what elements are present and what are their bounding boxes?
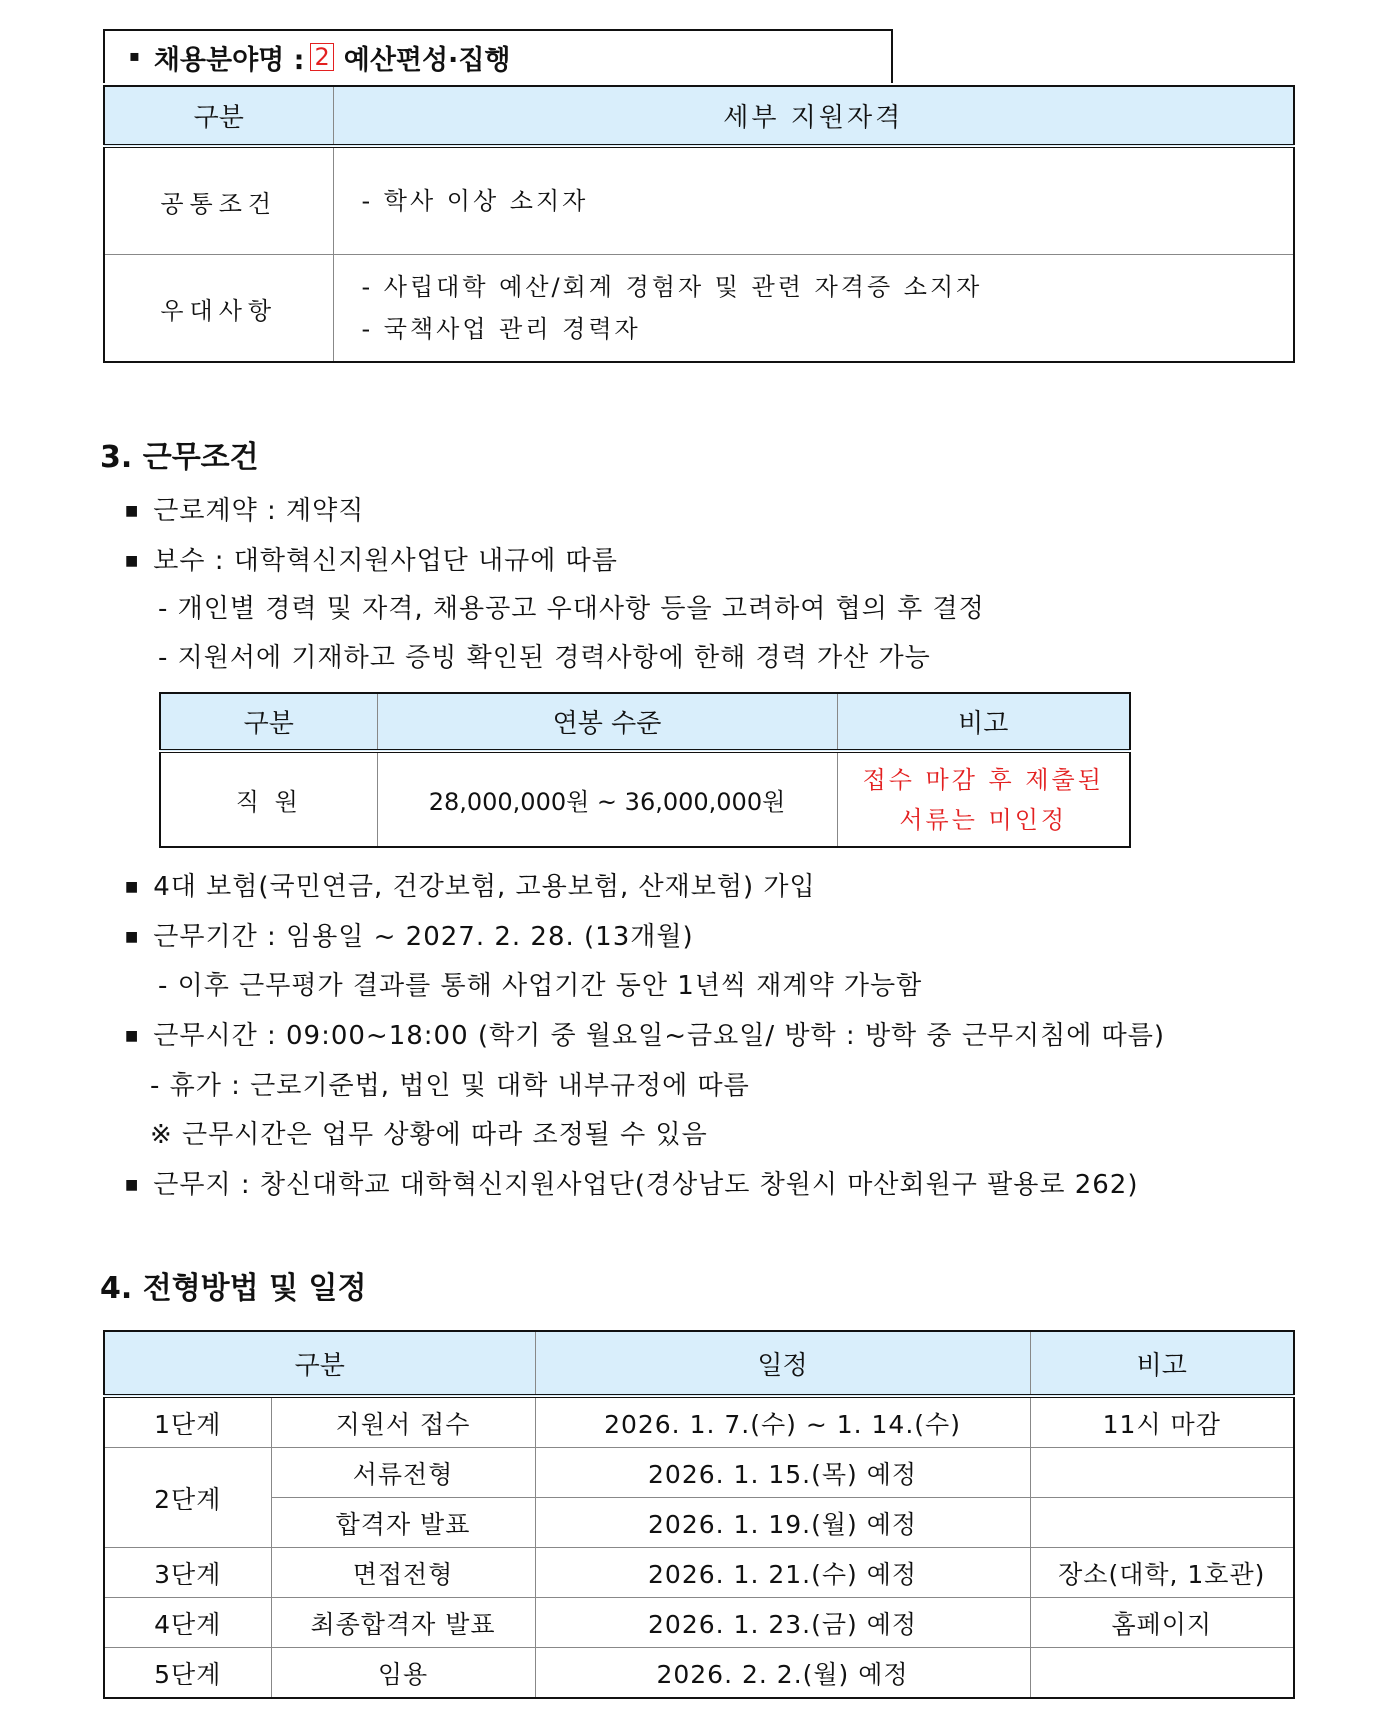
qualification-table bbox=[103, 85, 1295, 363]
note-line: 접수 마감 후 제출된 bbox=[862, 765, 1104, 794]
table-row bbox=[160, 751, 1130, 847]
bullet: ▪ bbox=[129, 45, 140, 65]
section-heading: 3. 근무조건 bbox=[100, 440, 259, 475]
field-number-badge: 2 bbox=[310, 43, 333, 71]
note-line: 서류는 미인정 bbox=[899, 805, 1068, 834]
field-label: 채용분야명 : bbox=[153, 44, 305, 76]
stage-note: 홈페이지 bbox=[1030, 1598, 1294, 1648]
stage-date: 2026. 1. 7.(수) ~ 1. 14.(수) bbox=[535, 1396, 1030, 1448]
header-category: 구분 bbox=[104, 1331, 535, 1396]
header-category: 구분 bbox=[160, 693, 377, 751]
header-salary: 연봉 수준 bbox=[377, 693, 837, 751]
table-row bbox=[104, 255, 1294, 363]
pay-detail: - 지원서에 기재하고 증빙 확인된 경력사항에 한해 경력 가산 가능 bbox=[158, 643, 931, 673]
list-item: ■ 보수 : 대학혁신지원사업단 내규에 따름 bbox=[125, 546, 618, 576]
stage-date: 2026. 1. 15.(목) 예정 bbox=[535, 1448, 1030, 1498]
table-header-row bbox=[104, 1331, 1294, 1396]
field-name: 예산편성·집행 bbox=[343, 44, 511, 76]
list-item: ■ 근무시간 : 09:00~18:00 (학기 중 월요일~금요일/ 방학 : 방학 중 근무지침에 따름) bbox=[125, 1021, 1166, 1051]
hours-text: 근무시간 : 09:00~18:00 (학기 중 월요일~금요일/ 방학 : 방학 중 근무지침에 따름) bbox=[153, 1021, 1166, 1051]
stage-item: 서류전형 bbox=[271, 1448, 535, 1498]
stage-label: 5단계 bbox=[104, 1648, 271, 1699]
stage-item: 지원서 접수 bbox=[271, 1396, 535, 1448]
table-row bbox=[104, 1448, 1294, 1498]
salary-note bbox=[837, 751, 1130, 847]
pay-detail: - 개인별 경력 및 자격, 채용공고 우대사항 등을 고려하여 협의 후 결정 bbox=[158, 594, 985, 624]
table-row bbox=[104, 1598, 1294, 1648]
stage-label: 3단계 bbox=[104, 1548, 271, 1598]
list-item: ■ 근무기간 : 임용일 ~ 2027. 2. 28. (13개월) bbox=[125, 922, 694, 952]
note-text: ※ 근무시간은 업무 상황에 따라 조정될 수 있음 bbox=[150, 1120, 708, 1150]
field-title-box bbox=[103, 29, 893, 83]
salary-table bbox=[159, 692, 1131, 848]
stage-label: 4단계 bbox=[104, 1598, 271, 1648]
header-schedule: 일정 bbox=[535, 1331, 1030, 1396]
table-row bbox=[104, 146, 1294, 255]
salary-category: 직 원 bbox=[160, 751, 377, 847]
section-heading: 4. 전형방법 및 일정 bbox=[100, 1271, 367, 1306]
header-category: 구분 bbox=[104, 86, 333, 146]
stage-label: 2단계 bbox=[104, 1448, 271, 1548]
header-note: 비고 bbox=[837, 693, 1130, 751]
detail-line: - 학사 이상 소지자 bbox=[361, 187, 589, 215]
stage-note: 장소(대학, 1호관) bbox=[1030, 1548, 1294, 1598]
table-row bbox=[104, 1548, 1294, 1598]
table-header-row bbox=[160, 693, 1130, 751]
row-category: 공통조건 bbox=[104, 146, 333, 255]
salary-range: 28,000,000원 ~ 36,000,000원 bbox=[377, 751, 837, 847]
vacation-text: - 휴가 : 근로기준법, 법인 및 대학 내부규정에 따름 bbox=[150, 1071, 750, 1101]
header-details: 세부 지원자격 bbox=[333, 86, 1294, 146]
pay-text: 보수 : 대학혁신지원사업단 내규에 따름 bbox=[153, 546, 618, 576]
contract-text: 근로계약 : 계약직 bbox=[153, 496, 365, 526]
header-note: 비고 bbox=[1030, 1331, 1294, 1396]
table-row bbox=[104, 1396, 1294, 1448]
stage-note bbox=[1030, 1498, 1294, 1548]
detail-line: - 국책사업 관리 경력자 bbox=[361, 315, 641, 343]
table-header-row bbox=[104, 86, 1294, 146]
row-category: 우대사항 bbox=[104, 255, 333, 363]
stage-item: 최종합격자 발표 bbox=[271, 1598, 535, 1648]
insurance-text: 4대 보험(국민연금, 건강보험, 고용보험, 산재보험) 가입 bbox=[153, 872, 816, 902]
row-detail bbox=[333, 146, 1294, 255]
stage-item: 합격자 발표 bbox=[271, 1498, 535, 1548]
list-item: ■ 근무지 : 창신대학교 대학혁신지원사업단(경상남도 창원시 마산회원구 팔용로 262) bbox=[125, 1170, 1139, 1200]
stage-label: 1단계 bbox=[104, 1396, 271, 1448]
period-text: 근무기간 : 임용일 ~ 2027. 2. 28. (13개월) bbox=[153, 922, 694, 952]
row-detail bbox=[333, 255, 1294, 363]
stage-note bbox=[1030, 1448, 1294, 1498]
location-text: 근무지 : 창신대학교 대학혁신지원사업단(경상남도 창원시 마산회원구 팔용로 262) bbox=[153, 1170, 1139, 1200]
period-detail: - 이후 근무평가 결과를 통해 사업기간 동안 1년씩 재계약 가능함 bbox=[158, 971, 923, 1001]
stage-note: 11시 마감 bbox=[1030, 1396, 1294, 1448]
stage-date: 2026. 1. 19.(월) 예정 bbox=[535, 1498, 1030, 1548]
table-row bbox=[104, 1498, 1294, 1548]
stage-item: 임용 bbox=[271, 1648, 535, 1699]
stage-item: 면접전형 bbox=[271, 1548, 535, 1598]
stage-date: 2026. 2. 2.(월) 예정 bbox=[535, 1648, 1030, 1699]
table-row bbox=[104, 1648, 1294, 1699]
stage-date: 2026. 1. 21.(수) 예정 bbox=[535, 1548, 1030, 1598]
stage-date: 2026. 1. 23.(금) 예정 bbox=[535, 1598, 1030, 1648]
detail-line: - 사립대학 예산/회계 경험자 및 관련 자격증 소지자 bbox=[361, 273, 983, 301]
stage-note bbox=[1030, 1648, 1294, 1699]
list-item: ■ 4대 보험(국민연금, 건강보험, 고용보험, 산재보험) 가입 bbox=[125, 872, 816, 902]
schedule-table bbox=[103, 1330, 1295, 1699]
list-item: ■ 근로계약 : 계약직 bbox=[125, 496, 365, 526]
